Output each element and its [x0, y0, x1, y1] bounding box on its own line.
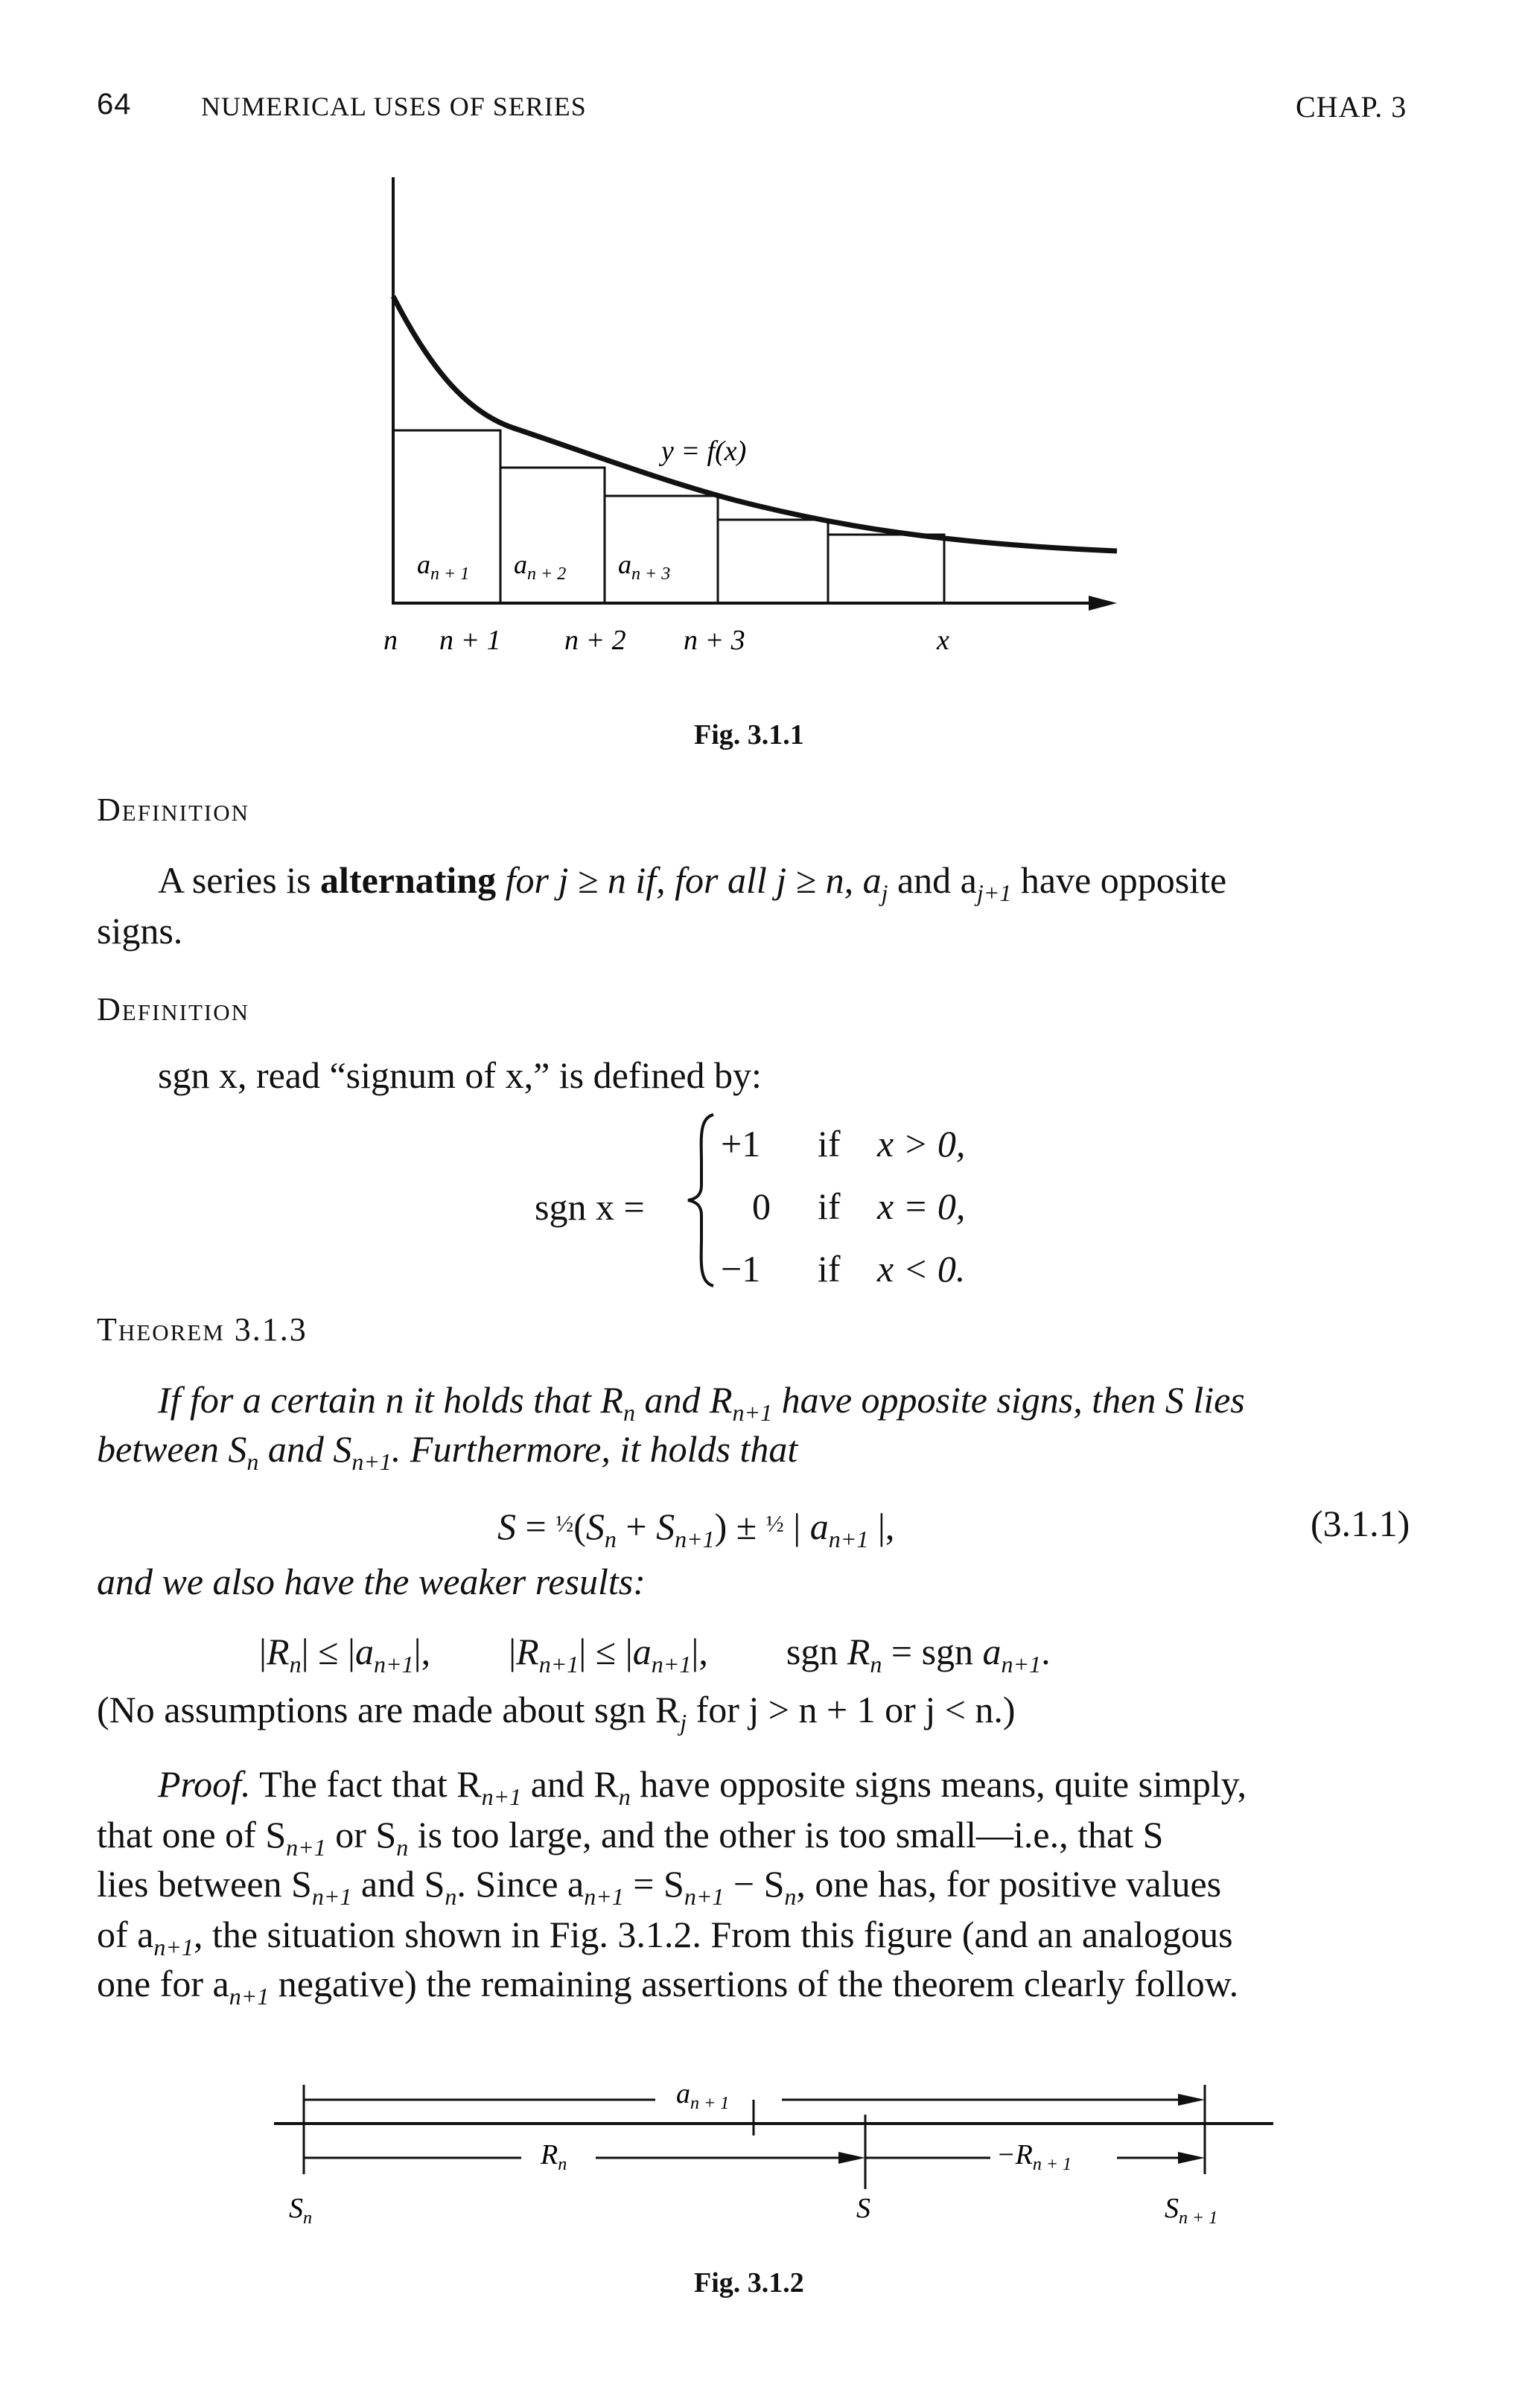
left-brace: [684, 1111, 721, 1290]
proof-l4-a: of a: [97, 1914, 154, 1955]
bar-label-3: $a_{n + 3}$: [618, 550, 671, 584]
label-sn1: $S_{n + 1}$: [1165, 2193, 1218, 2228]
case-2-value: 0: [752, 1185, 771, 1227]
label-sn: $S_n$: [289, 2193, 312, 2228]
case-1-if: if: [818, 1123, 841, 1165]
top-arrowhead: [1178, 2094, 1205, 2106]
proof-line-3: lies between $S_{n+1}$ and $S_n$. Since $a_{n+1} = S_{n+1} - S_n$, one has, for positive values: [97, 1863, 1222, 1910]
weaker-results: $|R_n| \le |a_{n+1}|$, $|R_{n+1}| \le |a_{n+1}|$, sgn $R_n$ = sgn $a_{n+1}$.: [259, 1631, 1051, 1678]
case-1-cond: x > 0,: [877, 1123, 966, 1165]
proof-l2-b: or S: [325, 1814, 397, 1856]
definition-1-heading: Definition: [97, 791, 250, 828]
proof-l3-d: = S: [623, 1863, 684, 1905]
theorem-heading: Theorem 3.1.3: [97, 1311, 308, 1348]
def1-part-a: A series is: [158, 859, 321, 901]
proof-l2-c: is too large, and the other is too small—i.e., that S: [408, 1814, 1164, 1856]
proof-l3-f: , one has, for positive values: [796, 1863, 1222, 1905]
def1-part-b: for j ≥ n if, for all j ≥ n, a: [496, 859, 882, 901]
proof-l3-a: lies between S: [97, 1863, 312, 1905]
curve-f: [393, 296, 1117, 551]
label-s: S: [856, 2193, 870, 2224]
rn-arrowhead: [838, 2152, 865, 2164]
theorem-note: (No assumptions are made about sgn $R_j$ for j > n + 1 or j < n.): [97, 1689, 1016, 1736]
bar-label-2: $a_{n + 2}$: [514, 550, 567, 584]
note-b: for j > n + 1 or j < n.): [687, 1689, 1016, 1730]
figure-2-caption: Fig. 3.1.2: [694, 2267, 804, 2299]
proof-l4-b: , the situation shown in Fig. 3.1.2. From this figure (and an analogous: [193, 1914, 1233, 1955]
proof-line-4: of $a_{n+1}$, the situation shown in Fig. 3.1.2. From this figure (and an analogous: [97, 1914, 1233, 1961]
page-number: 64: [97, 88, 132, 121]
top-label: $a_{n + 1}$: [676, 2078, 730, 2113]
axis-label-n: n: [383, 625, 398, 656]
proof-line-2: that one of $S_{n+1}$ or $S_n$ is too large, and the other is too small—i.e., that S: [97, 1814, 1164, 1861]
def1-sub-j: j: [881, 879, 888, 906]
proof-l1-a: The fact that R: [250, 1763, 482, 1805]
axis-label-x: x: [937, 625, 949, 656]
theorem-line-2: between $S_n$ and $S_{n+1}$. Furthermore, it holds that: [97, 1428, 798, 1475]
bar-label-1: $a_{n + 1}$: [417, 550, 470, 584]
proof-label: Proof.: [158, 1763, 251, 1805]
sgn-lhs: sgn x =: [535, 1186, 645, 1228]
equation-3-1-1: $S = ^{\frac{1}{2}}(S_n + S_{n+1}) \pm ^{\frac{1}{2}}$ | $a_{n+1}$ |,: [497, 1506, 895, 1552]
proof-l1-c: have opposite signs means, quite simply,: [630, 1763, 1247, 1805]
x-axis-arrow: [1089, 596, 1117, 611]
axis-label-n2: n + 2: [564, 625, 626, 656]
theorem-weaker: and we also have the weaker results:: [97, 1561, 646, 1602]
thm-l1-a: If for a certain n it holds that R: [158, 1379, 623, 1421]
def1-sub-j1: j+1: [976, 879, 1012, 906]
theorem-line-1: If for a certain n it holds that $R_n$ and $R_{n+1}$ have opposite signs, then S lies: [158, 1379, 1245, 1426]
proof-line-5: one for $a_{n+1}$ negative) the remaining assertions of the theorem clearly follow.: [97, 1963, 1239, 2010]
proof-line-1: Proof. The fact that $R_{n+1}$ and $R_n$ have opposite signs means, quite simply,: [158, 1763, 1247, 1810]
figure-3-1-2: [0, 2040, 1525, 2249]
note-a: (No assumptions are made about sgn R: [97, 1689, 681, 1730]
running-title: NUMERICAL USES OF SERIES: [201, 92, 587, 121]
chapter-label: CHAP. 3: [1296, 90, 1407, 124]
thm-l1-c: have opposite signs, then S lies: [772, 1379, 1245, 1421]
proof-l5-b: negative) the remaining assertions of the theorem clearly follow.: [269, 1963, 1239, 2004]
case-1-value: +1: [721, 1123, 761, 1165]
case-3-cond: x < 0.: [877, 1248, 966, 1290]
thm-l1-b: and R: [634, 1379, 733, 1421]
def1-part-c: and a: [888, 859, 977, 901]
equation-number: (3.1.1): [1311, 1503, 1410, 1544]
rn-label: $R_n$: [541, 2139, 567, 2174]
bar-4: [718, 520, 828, 603]
case-3-value: −1: [721, 1248, 761, 1290]
case-2-if: if: [818, 1185, 841, 1227]
definition-2-intro: sgn x, read “signum of x,” is defined by:: [158, 1054, 762, 1096]
rn1-arrowhead: [1178, 2152, 1205, 2164]
definition-1-text-cont: signs.: [97, 910, 183, 952]
case-3-if: if: [818, 1248, 841, 1290]
def1-part-d: have opposite: [1011, 859, 1227, 901]
thm-l2-b: and S: [258, 1428, 352, 1470]
proof-l2-a: that one of S: [97, 1814, 287, 1856]
figure-1-caption: Fig. 3.1.1: [694, 719, 804, 751]
axis-label-n1: n + 1: [439, 625, 501, 656]
rn1-label: $-R_{n + 1}$: [996, 2139, 1072, 2174]
proof-l5-a: one for a: [97, 1963, 229, 2004]
proof-l3-b: and S: [351, 1863, 445, 1905]
bar-5: [828, 535, 944, 603]
definition-2-heading: Definition: [97, 991, 250, 1028]
figure-3-1-1: [0, 0, 1525, 745]
proof-l3-e: − S: [724, 1863, 785, 1905]
thm-l2-c: . Furthermore, it holds that: [391, 1428, 798, 1470]
def1-bold: alternating: [320, 859, 497, 901]
proof-l3-c: . Since a: [456, 1863, 585, 1905]
axis-label-n3: n + 3: [684, 625, 745, 656]
proof-l1-b: and R: [521, 1763, 619, 1805]
definition-1-text: [158, 855, 1424, 918]
thm-l2-a: between S: [97, 1428, 247, 1470]
curve-label: y = f(x): [661, 436, 747, 467]
case-2-cond: x = 0,: [877, 1185, 966, 1227]
